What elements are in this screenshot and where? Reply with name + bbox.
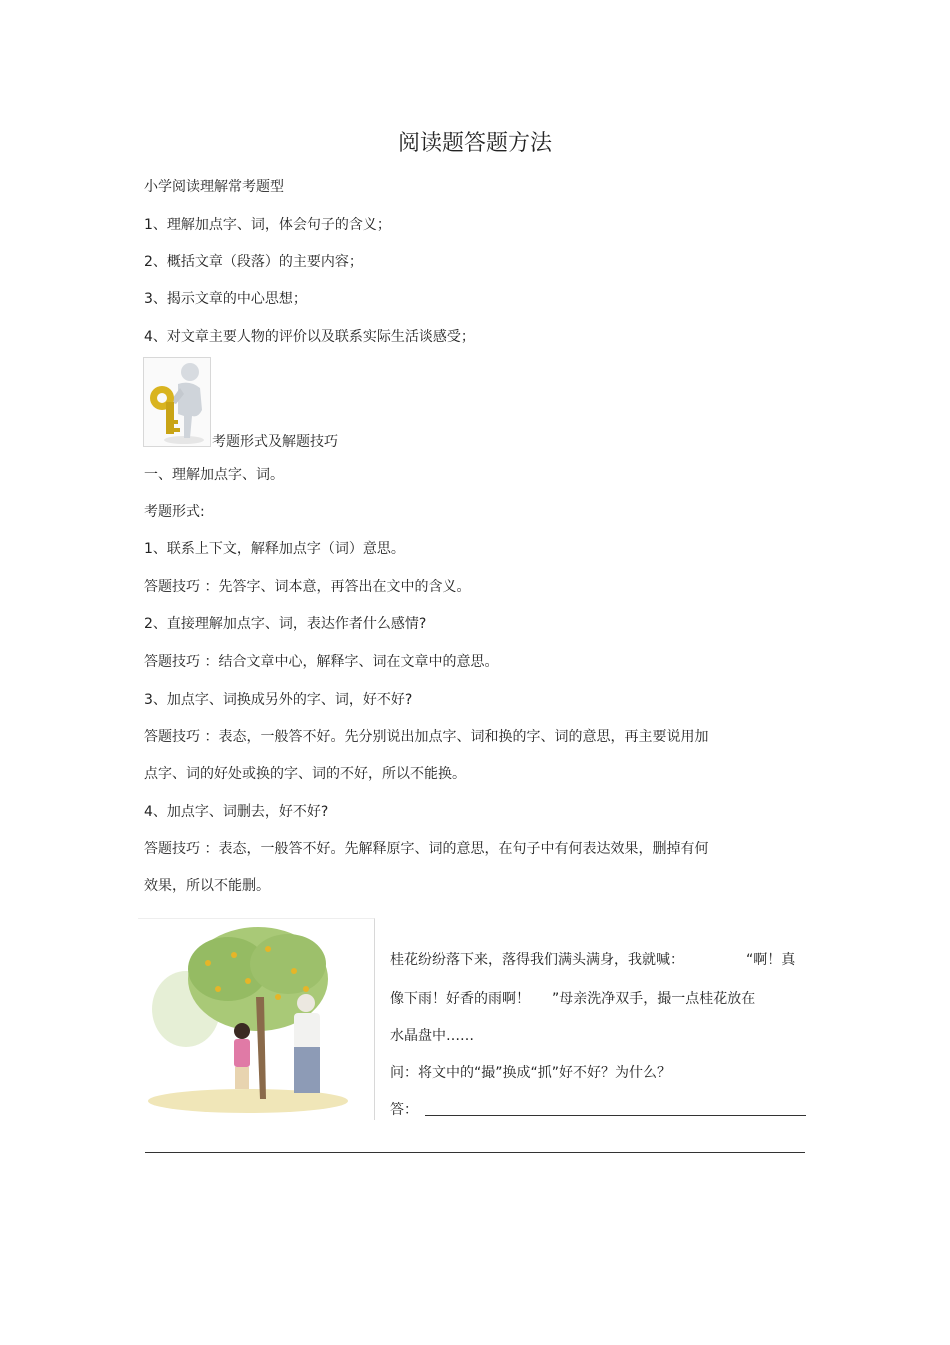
type-item-1: 1、理解加点字、词，体会句子的含义； xyxy=(144,217,391,233)
key-figure-image xyxy=(143,357,211,447)
question-2: 2、直接理解加点字、词，表达作者什么感情? xyxy=(144,616,427,632)
question-4: 4、加点字、词删去，好不好? xyxy=(144,804,329,820)
tip-4-line-1: 答题技巧 ：表态，一般答不好。先解释原字、词的意思，在句子中有何表达效果，删掉有何 xyxy=(144,841,709,857)
type-item-2: 2、概括文章（段落）的主要内容； xyxy=(144,254,363,270)
answer-label: 答： xyxy=(390,1102,418,1118)
story-line-2a: 像下雨！好香的雨啊！ xyxy=(390,991,530,1007)
tip-1: 答题技巧 ：先答字、词本意，再答出在文中的含义。 xyxy=(144,579,471,595)
story-question: 问：将文中的“撮”换成“抓”好不好？为什么？ xyxy=(390,1065,672,1081)
type-item-4: 4、对文章主要人物的评价以及联系实际生活谈感受； xyxy=(144,329,475,345)
intro-text: 小学阅读理解常考题型 xyxy=(144,179,284,195)
part1-heading: 一、理解加点字、词。 xyxy=(144,467,284,483)
answer-line[interactable] xyxy=(425,1115,806,1116)
story-line-3: 水晶盘中…… xyxy=(390,1028,474,1044)
type-item-3: 3、揭示文章的中心思想； xyxy=(144,291,307,307)
tip-3-line-2: 点字、词的好处或换的字、词的不好，所以不能换。 xyxy=(144,766,466,782)
form-label: 考题形式: xyxy=(144,504,205,520)
answer-line-2[interactable] xyxy=(145,1152,805,1153)
osmanthus-tree-illustration xyxy=(138,918,375,1120)
tip-2: 答题技巧 ：结合文章中心，解释字、词在文章中的意思。 xyxy=(144,654,499,670)
story-line-1a: 桂花纷纷落下来，落得我们满头满身，我就喊： xyxy=(390,952,684,968)
page-title: 阅读题答题方法 xyxy=(397,131,552,156)
section-heading: 考题形式及解题技巧 xyxy=(212,434,338,450)
story-line-2b: ”母亲洗净双手，撮一点桂花放在 xyxy=(552,991,756,1007)
question-3: 3、加点字、词换成另外的字、词，好不好? xyxy=(144,692,413,708)
story-line-1b: “啊！真 xyxy=(746,952,796,968)
tip-4-line-2: 效果，所以不能删。 xyxy=(144,878,270,894)
tip-3-line-1: 答题技巧 ：表态，一般答不好。先分别说出加点字、词和换的字、词的意思，再主要说用加 xyxy=(144,729,709,745)
question-1: 1、联系上下文，解释加点字（词）意思。 xyxy=(144,541,405,557)
